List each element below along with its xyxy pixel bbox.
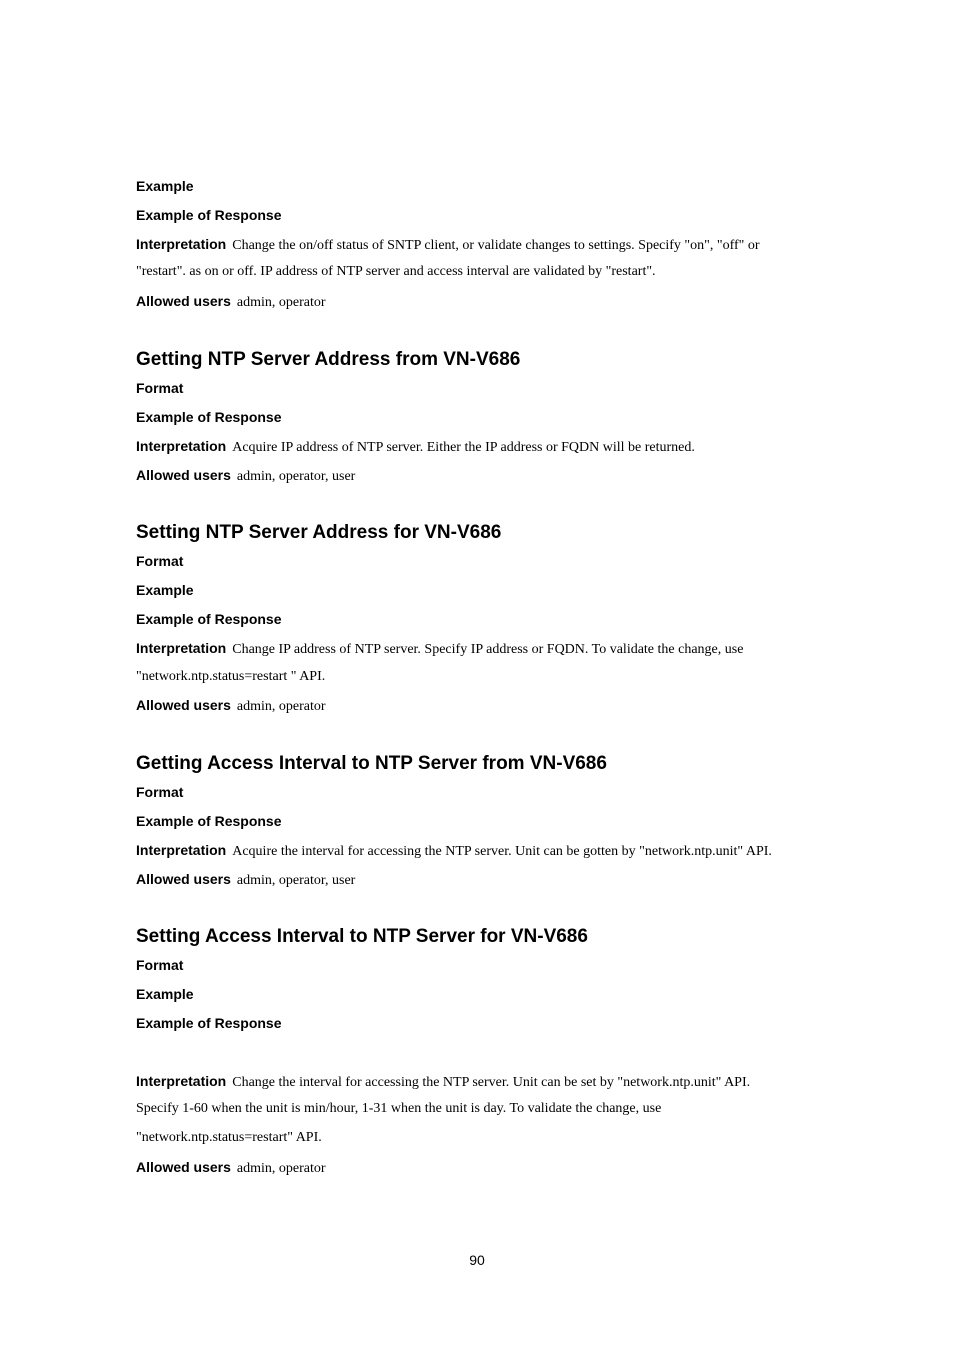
allowed-users-value: admin, operator, user — [236, 873, 356, 888]
example-label: Example — [136, 178, 194, 194]
allowed-users-row — [136, 1159, 326, 1177]
section-heading: Getting NTP Server Address from VN-V686 — [136, 349, 521, 370]
section-heading: Getting Access Interval to NTP Server from VN-V686 — [136, 753, 607, 774]
interpretation-label: Interpretation — [136, 1073, 227, 1089]
allowed-users-label: Allowed users — [136, 871, 231, 887]
interpretation-row — [136, 1073, 750, 1091]
format-label: Format — [136, 784, 184, 800]
interpretation-text: Acquire the interval for accessing the NTP server. Unit can be gotten by "network.ntp.unit" API. — [232, 844, 772, 859]
interpretation-row — [136, 842, 772, 860]
interpretation-text-cont: "restart". as on or off. IP address of NTP server and access interval are validated by "restart". — [136, 264, 656, 279]
allowed-users-value: admin, operator — [236, 699, 326, 714]
interpretation-row — [136, 438, 695, 456]
interpretation-row — [136, 640, 743, 658]
allowed-users-row — [136, 871, 355, 889]
allowed-users-row — [136, 467, 355, 485]
allowed-users-label: Allowed users — [136, 293, 231, 309]
format-label: Format — [136, 553, 184, 569]
example-of-response-label: Example of Response — [136, 1015, 282, 1031]
interpretation-text: Change IP address of NTP server. Specify IP address or FQDN. To validate the change, use — [232, 642, 744, 657]
interpretation-text-cont: "network.ntp.status=restart" API. — [136, 1130, 322, 1145]
interpretation-label: Interpretation — [136, 236, 227, 252]
interpretation-text: Change the interval for accessing the NTP server. Unit can be set by "network.ntp.unit" API. — [232, 1075, 751, 1090]
page-number: 90 — [469, 1252, 485, 1268]
example-label: Example — [136, 986, 194, 1002]
allowed-users-label: Allowed users — [136, 467, 231, 483]
interpretation-label: Interpretation — [136, 842, 227, 858]
example-of-response-label: Example of Response — [136, 611, 282, 627]
allowed-users-row — [136, 697, 326, 715]
interpretation-row — [136, 236, 760, 254]
interpretation-text: Acquire IP address of NTP server. Either the IP address or FQDN will be returned. — [232, 440, 695, 455]
allowed-users-label: Allowed users — [136, 697, 231, 713]
interpretation-text: Change the on/off status of SNTP client, or validate changes to settings. Specify "on", "off" or — [232, 238, 760, 253]
interpretation-text-cont: Specify 1-60 when the unit is min/hour, 1-31 when the unit is day. To validate the change, use — [136, 1101, 662, 1116]
section-heading: Setting Access Interval to NTP Server for VN-V686 — [136, 926, 588, 947]
example-of-response-label: Example of Response — [136, 409, 282, 425]
interpretation-text-cont: "network.ntp.status=restart " API. — [136, 669, 326, 684]
allowed-users-value: admin, operator, user — [236, 469, 356, 484]
example-label: Example — [136, 582, 194, 598]
section-heading: Setting NTP Server Address for VN-V686 — [136, 522, 502, 543]
allowed-users-value: admin, operator — [236, 295, 326, 310]
format-label: Format — [136, 957, 184, 973]
allowed-users-label: Allowed users — [136, 1159, 231, 1175]
interpretation-label: Interpretation — [136, 640, 227, 656]
allowed-users-value: admin, operator — [236, 1161, 326, 1176]
interpretation-label: Interpretation — [136, 438, 227, 454]
format-label: Format — [136, 380, 184, 396]
allowed-users-row — [136, 293, 326, 311]
example-of-response-label: Example of Response — [136, 813, 282, 829]
example-of-response-label: Example of Response — [136, 207, 282, 223]
